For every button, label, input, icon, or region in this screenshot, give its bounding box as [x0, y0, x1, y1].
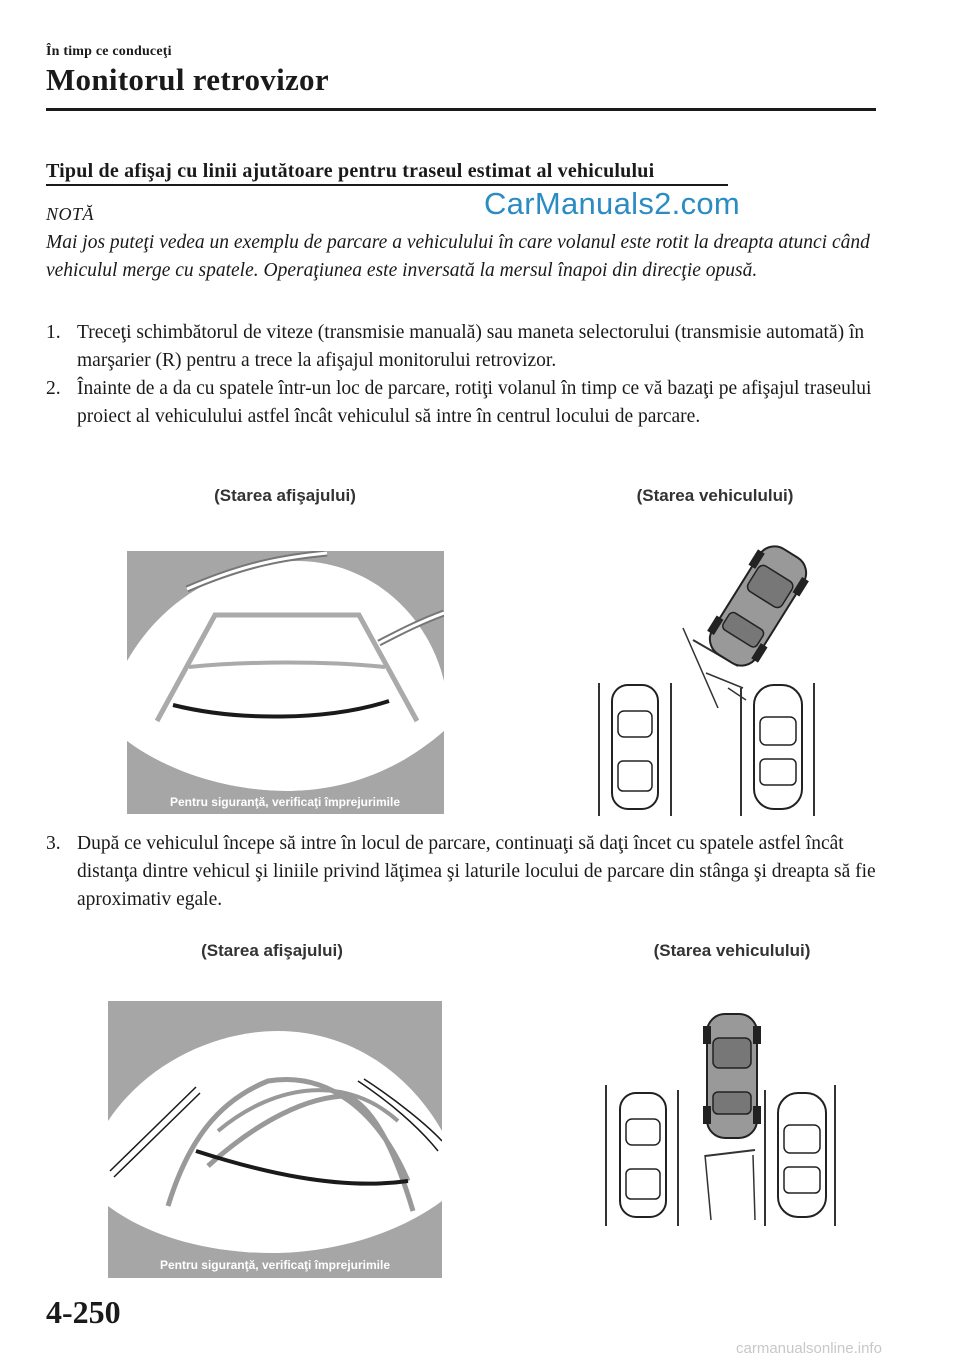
section-heading: Tipul de afişaj cu linii ajutătoare pentru traseul estimat al vehiculului [46, 160, 655, 182]
title-divider [46, 108, 876, 111]
page-title: Monitorul retrovizor [46, 62, 329, 97]
step-text: Înainte de a da cu spatele într-un loc de parcare, rotiţi volanul în timp ce vă bazaţi pe afişajul traseului proiect al vehiculului astfel încât vehiculul să intre în centrul locului de parcare. [77, 378, 872, 427]
figure-2-vehicle-diagram [605, 1010, 837, 1228]
footer-url: carmanualsonline.info [736, 1340, 882, 1357]
figure-2-screen-caption: Pentru siguranţă, verificaţi împrejurimile [159, 1258, 391, 1272]
step-text: După ce vehiculul începe să intre în locul de parcare, continuaţi să daţi încet cu spatele astfel încât distanţa dintre vehicul şi liniile privind lăţimea şi laturile locului de parcare din stânga şi dreapta să fie aproximativ egale. [77, 833, 876, 910]
figure-1-vehicle-diagram [598, 528, 816, 818]
figure-1-vehicle-label: (Starea vehiculului) [636, 486, 794, 505]
step-number: 3. [46, 833, 61, 854]
figure-2-display-label: (Starea afişajului) [201, 941, 343, 960]
figure-2-vehicle-label: (Starea vehiculului) [653, 941, 811, 960]
figure-2-monitor-screen [108, 1001, 442, 1278]
figure-1-monitor-screen [127, 551, 444, 814]
breadcrumb: În timp ce conduceţi [46, 44, 172, 59]
note-text: Mai jos puteţi vedea un exemplu de parcare a vehiculului în care volanul este rotit la dreapta atunci când vehiculul merge cu spatele. Operaţiunea este inversată la mersul înapoi din direcţie opusă. [46, 232, 870, 281]
figure-1-display-label: (Starea afişajului) [214, 486, 356, 505]
step-number: 2. [46, 378, 61, 399]
step-text: Treceţi schimbătorul de viteze (transmisie manuală) sau maneta selectorului (transmisie automată) în marşarier (R) pentru a trece la afişajul monitorului retrovizor. [77, 322, 865, 371]
page-number: 4-250 [46, 1294, 121, 1330]
note-label: NOTĂ [46, 204, 95, 224]
watermark: CarManuals2.com [484, 186, 741, 221]
step-number: 1. [46, 322, 61, 343]
figure-1-screen-caption: Pentru siguranţă, verificaţi împrejurimile [169, 795, 401, 809]
